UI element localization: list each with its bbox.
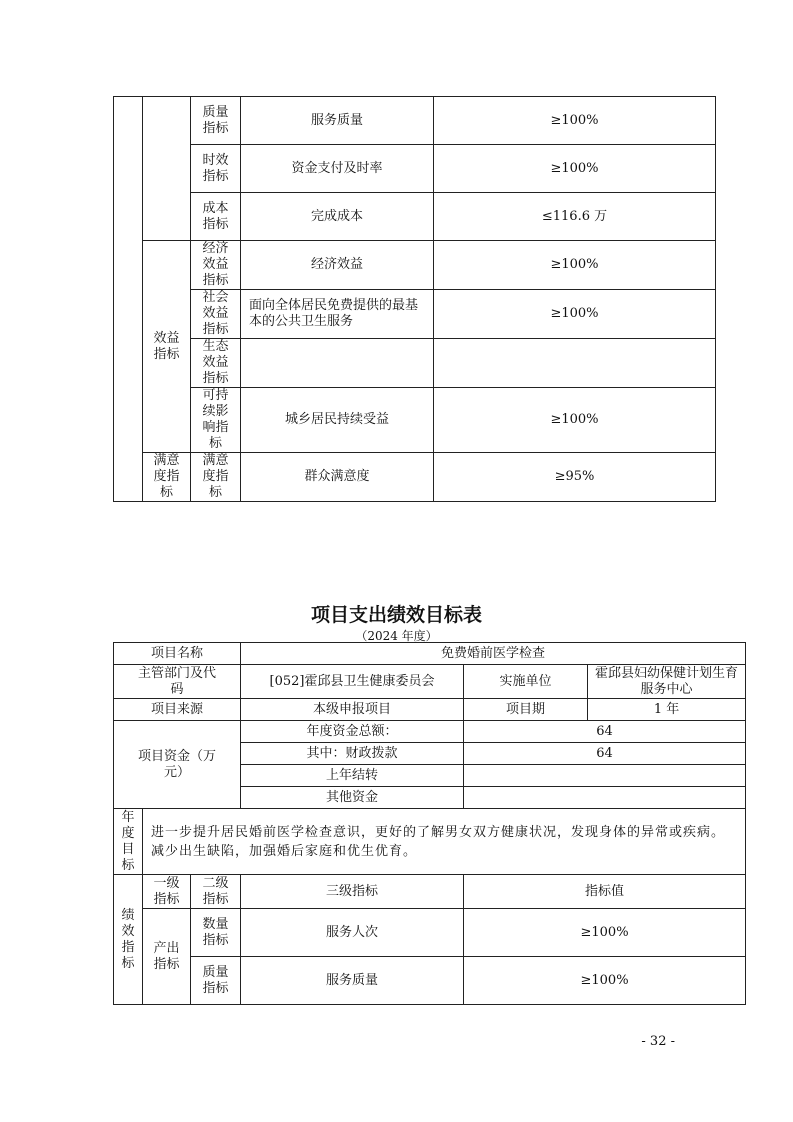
l2-cell: 满意度指标 [191,453,241,502]
dept-value: [052]霍邱县卫生健康委员会 [241,665,464,699]
table-row [114,875,746,909]
period-label: 项目期 [464,699,588,721]
l3-cell [241,339,434,388]
table-row [114,699,746,721]
table-row [114,145,716,193]
table-row [114,97,716,145]
indicator-side-label: 绩效指标 [114,875,143,1005]
l3-cell: 经济效益 [241,241,434,290]
header-l2: 二级指标 [191,875,241,909]
value-cell: ≤116.6 万 [434,193,716,241]
value-cell: ≥95% [434,453,716,502]
table-row [114,909,746,957]
goal-text: 进一步提升居民婚前医学检查意识，更好的了解男女双方健康状况，发现身体的异常或疾病。减少出生缺陷，加强婚后家庭和优生优育。 [143,809,746,875]
header-l1: 一级指标 [143,875,191,909]
l2-cell: 质量指标 [191,957,241,1005]
fund-row-label: 其中：财政拨款 [241,743,464,765]
l2-cell: 时效指标 [191,145,241,193]
value-cell: ≥100% [434,241,716,290]
performance-goal-table [113,642,746,1005]
table-row [114,388,716,453]
top-indicator-table [113,96,716,502]
l2-cell: 成本指标 [191,193,241,241]
header-l3: 三级指标 [241,875,464,909]
header-value: 指标值 [464,875,746,909]
table-row [114,721,746,743]
value-cell: ≥100% [434,145,716,193]
fund-row-label: 其他资金 [241,787,464,809]
l2-cell: 生态效益指标 [191,339,241,388]
value-cell: ≥100% [464,909,746,957]
l3-cell: 完成成本 [241,193,434,241]
value-cell: ≥100% [434,97,716,145]
page-number: - 32 - [641,1034,675,1049]
project-name-label: 项目名称 [114,643,241,665]
table-row [114,643,746,665]
table-row [114,290,716,339]
table-row [114,957,746,1005]
page-title: 项目支出绩效目标表 [310,604,482,626]
table-row [114,193,716,241]
l2-cell: 数量指标 [191,909,241,957]
l3-cell: 服务质量 [241,957,464,1005]
benefit-group-label: 效益指标 [143,241,191,453]
l3-cell: 城乡居民持续受益 [241,388,434,453]
l3-cell: 服务人次 [241,909,464,957]
table-row [114,241,716,290]
fund-label: 项目资金（万元） [114,721,241,809]
l2-cell: 质量指标 [191,97,241,145]
outer-blank-cell [114,97,143,502]
project-name-value: 免费婚前医学检查 [241,643,746,665]
fund-row-label: 年度资金总额： [241,721,464,743]
goal-label: 年度目标 [114,809,143,875]
table-row [114,809,746,875]
value-cell [434,339,716,388]
source-label: 项目来源 [114,699,241,721]
period-value: 1 年 [588,699,746,721]
l3-cell: 群众满意度 [241,453,434,502]
fund-row-label: 上年结转 [241,765,464,787]
impl-label: 实施单位 [464,665,588,699]
source-value: 本级申报项目 [241,699,464,721]
l2-cell: 社会效益指标 [191,290,241,339]
l1-cell: 满意度指标 [143,453,191,502]
fund-row-value [464,787,746,809]
value-cell: ≥100% [464,957,746,1005]
value-cell: ≥100% [434,290,716,339]
l3-cell: 服务质量 [241,97,434,145]
fund-row-value [464,765,746,787]
fund-row-value: 64 [464,743,746,765]
l2-cell: 经济效益指标 [191,241,241,290]
output-blank-cell [143,97,191,241]
table-row [114,453,716,502]
dept-label: 主管部门及代码 [114,665,241,699]
table-row [114,339,716,388]
impl-value: 霍邱县妇幼保健计划生育服务中心 [588,665,746,699]
l2-cell: 可持续影响指标 [191,388,241,453]
l3-cell: 资金支付及时率 [241,145,434,193]
output-group-label: 产出指标 [143,909,191,1005]
fund-row-value: 64 [464,721,746,743]
table-row [114,665,746,699]
page-subtitle: （2024 年度） [355,629,438,643]
l3-cell: 面向全体居民免费提供的最基本的公共卫生服务 [241,290,434,339]
value-cell: ≥100% [434,388,716,453]
